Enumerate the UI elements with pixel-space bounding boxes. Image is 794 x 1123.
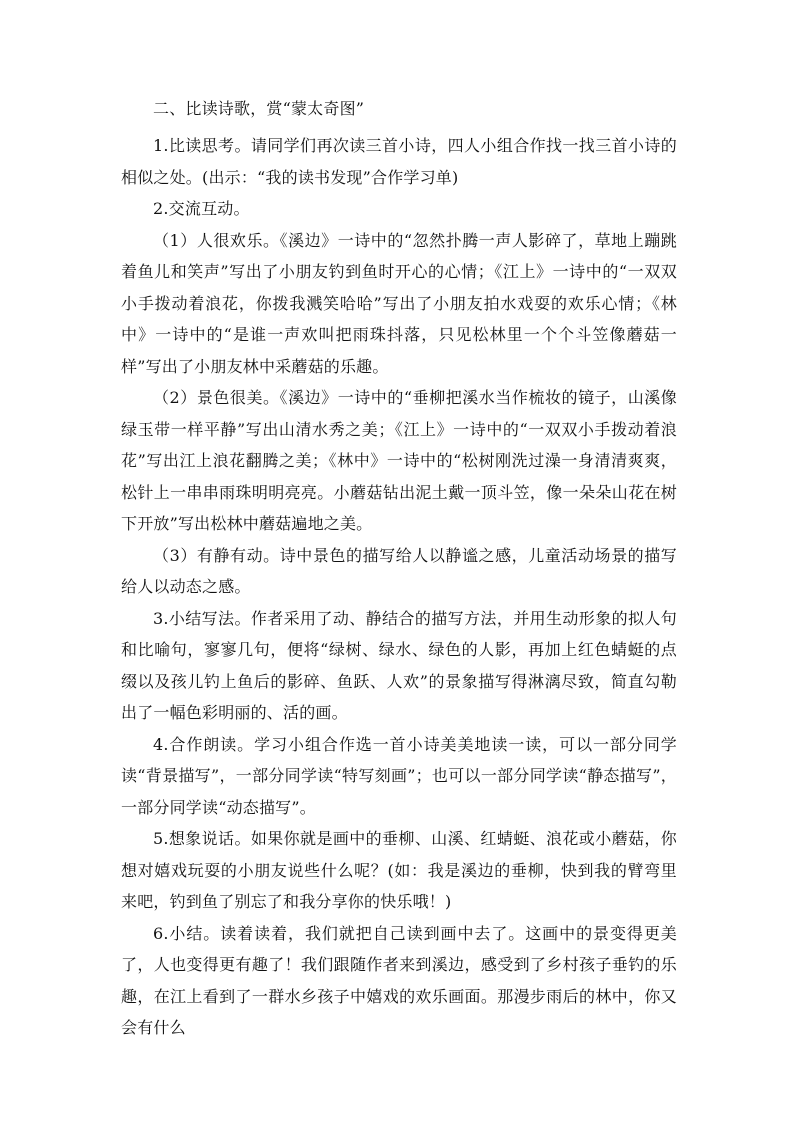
- paragraph-cooperative-reading: 4.合作朗读。学习小组合作选一首小诗美美地读一读，可以一部分同学读“背景描写”，一部分同学读“特写刻画”；也可以一部分同学读“静态描写”，一部分同学读“动态描写”。: [121, 734, 677, 817]
- paragraph-people-joyful: （1）人很欢乐。《溪边》一诗中的“忽然扑腾一声人影碎了，草地上蹦跳着鱼儿和笑声”写出了小朋友钓到鱼时开心的心情；《江上》一诗中的“一双双小手拨动着浪花，你拨我溅笑哈哈”写出了小朋友拍水戏耍的欢乐心情；《林中》一诗中的“是谁一声欢叫把雨珠抖落，只见松林里一个个斗笠像蘑菇一样”写出了小朋友林中采蘑菇的乐趣。: [121, 230, 677, 376]
- paragraph-static-dynamic: （3）有静有动。诗中景色的描写给人以静谧之感，儿童活动场景的描写给人以动态之感。: [121, 545, 677, 596]
- paragraph-imaginative-speaking: 5.想象说话。如果你就是画中的垂柳、山溪、红蜻蜓、浪花或小蘑菇，你想对嬉戏玩耍的小朋友说些什么呢？(如：我是溪边的垂柳，快到我的臂弯里来吧，钓到鱼了别忘了和我分享你的快乐哦！): [121, 829, 677, 911]
- paragraph-interaction: 2.交流互动。: [153, 199, 250, 218]
- paragraph-compare-reading: 1.比读思考。请同学们再次读三首小诗，四人小组合作找一找三首小诗的相似之处。(出示：“我的读书发现”合作学习单): [121, 136, 677, 187]
- paragraph-writing-summary: 3.小结写法。作者采用了动、静结合的描写方法，并用生动形象的拟人句和比喻句，寥寥几句，便将“绿树、绿水、绿色的人影，再加上红色蜻蜓的点缀以及孩儿钓上鱼后的影碎、鱼跃、人欢”的景象描写得淋漓尽致，简直勾勒出了一幅色彩明丽的、活的画。: [121, 608, 677, 722]
- paragraph-scenery-beautiful: （2）景色很美。《溪边》一诗中的“垂柳把溪水当作梳妆的镜子，山溪像绿玉带一样平静”写出山清水秀之美；《江上》一诗中的“一双双小手拨动着浪花”写出江上浪花翻腾之美；《林中》一诗中的“松树刚洗过澡一身清清爽爽，松针上一串串雨珠明明亮亮。小蘑菇钻出泥土戴一顶斗笠，像一朵朵山花在树下开放”写出松林中蘑菇遍地之美。: [121, 388, 677, 533]
- document-body: [121, 95, 677, 1044]
- paragraph-conclusion: 6.小结。读着读着，我们就把自己读到画中去了。这画中的景变得更美了，人也变得更有趣了！我们跟随作者来到溪边，感受到了乡村孩子垂钓的乐趣，在江上看到了一群水乡孩子中嬉戏的欢乐画面。那漫步雨后的林中，你又会有什么: [121, 923, 677, 1037]
- section-heading: 二、比读诗歌，赏“蒙太奇图”: [153, 99, 365, 118]
